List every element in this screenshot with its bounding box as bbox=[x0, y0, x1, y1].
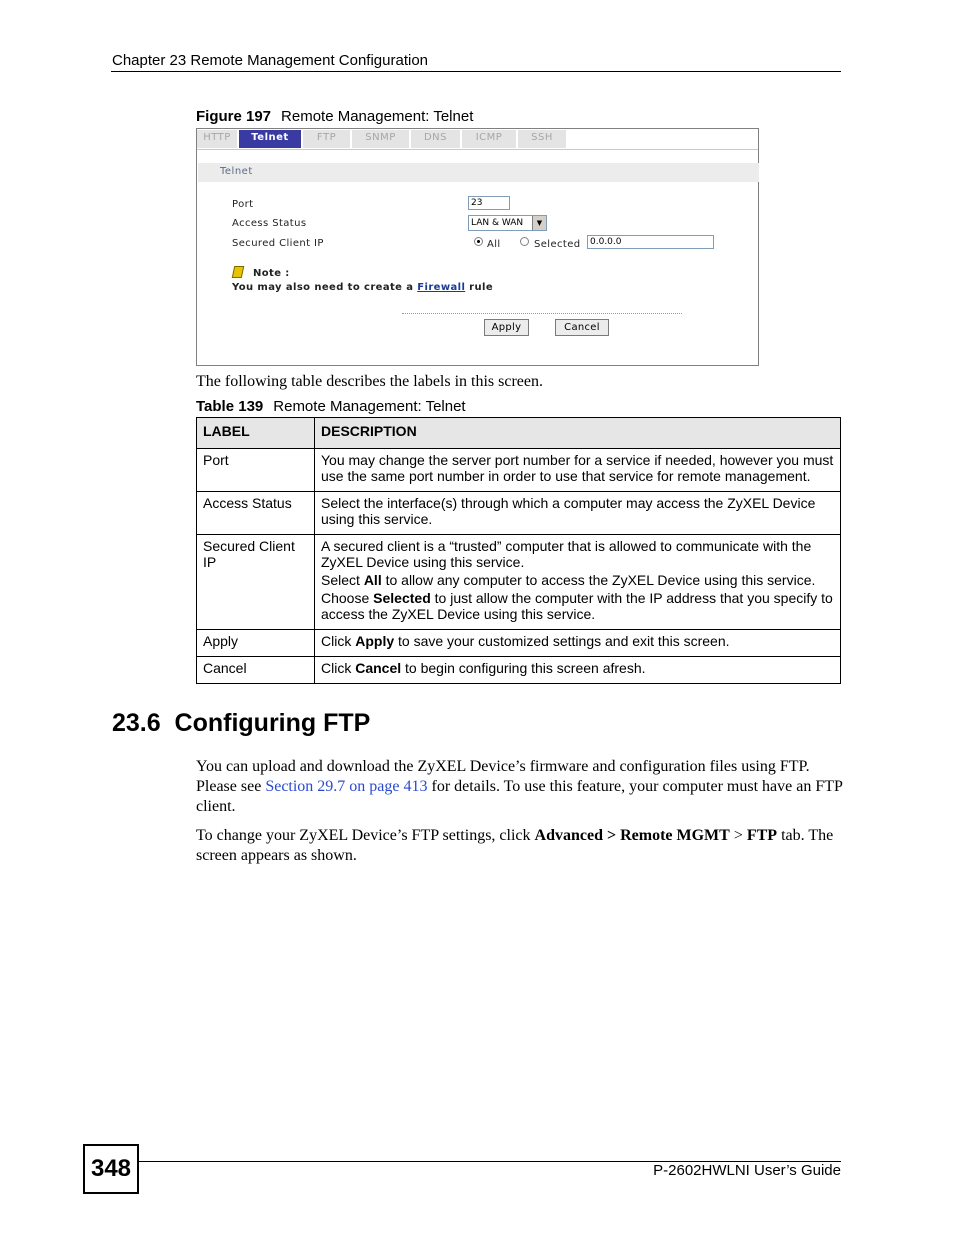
firewall-link[interactable]: Firewall bbox=[417, 282, 466, 293]
note-icon bbox=[232, 266, 245, 278]
row-label: Secured Client IP bbox=[197, 535, 315, 630]
row-label: Cancel bbox=[197, 657, 315, 684]
para2-text: To change your ZyXEL Device’s FTP settings, click bbox=[196, 827, 531, 844]
tab-telnet[interactable]: Telnet bbox=[239, 130, 303, 148]
para1-text-after: for details. To use this feature, your computer must have an FTP client. bbox=[196, 778, 843, 815]
note-text bbox=[232, 282, 493, 293]
para2-text-after: tab. The screen appears as shown. bbox=[196, 827, 834, 864]
tab-ftp[interactable]: FTP bbox=[303, 130, 352, 148]
table-row bbox=[197, 492, 841, 535]
running-header: Chapter 23 Remote Management Configuration bbox=[112, 52, 429, 69]
access-status-value: LAN & WAN bbox=[471, 218, 524, 228]
radio-selected-label: Selected bbox=[534, 239, 581, 250]
table-caption bbox=[196, 398, 466, 415]
table-row bbox=[197, 630, 841, 657]
tab-icmp[interactable]: ICMP bbox=[462, 130, 518, 148]
access-status-label: Access Status bbox=[232, 218, 307, 229]
desc-paragraph: Choose Selected to just allow the computer with the IP address that you specify to access the ZyXEL Device using this service. bbox=[321, 590, 833, 622]
paragraph-1 bbox=[196, 757, 844, 817]
access-status-select[interactable] bbox=[468, 215, 547, 231]
ip-address-input[interactable]: 0.0.0.0 bbox=[587, 235, 714, 249]
note-text-before: You may also need to create a bbox=[232, 282, 414, 293]
tab-ssh[interactable]: SSH bbox=[518, 130, 568, 148]
table-row bbox=[197, 657, 841, 684]
row-label: Access Status bbox=[197, 492, 315, 535]
radio-all[interactable] bbox=[474, 237, 483, 246]
desc-paragraph: Click Apply to save your customized settings and exit this screen. bbox=[321, 633, 730, 649]
row-description bbox=[315, 492, 841, 535]
figure-title: Remote Management: Telnet bbox=[281, 108, 474, 125]
guide-title: P-2602HWLNI User’s Guide bbox=[653, 1162, 841, 1179]
table-row bbox=[197, 449, 841, 492]
desc-paragraph: A secured client is a “trusted” computer that is allowed to communicate with the ZyXEL Device using this service. bbox=[321, 538, 812, 570]
tab-dns[interactable]: DNS bbox=[411, 130, 462, 148]
table-number: Table 139 bbox=[196, 398, 264, 415]
apply-button[interactable]: Apply bbox=[484, 319, 529, 336]
port-label: Port bbox=[232, 199, 254, 210]
description-table bbox=[196, 417, 841, 684]
section-link[interactable]: Section 29.7 on page 413 bbox=[265, 778, 428, 795]
tab-bar bbox=[197, 129, 758, 150]
figure-caption bbox=[196, 108, 473, 125]
table-title: Remote Management: Telnet bbox=[273, 398, 466, 415]
row-description bbox=[315, 535, 841, 630]
row-description bbox=[315, 630, 841, 657]
table-row bbox=[197, 535, 841, 630]
radio-selected[interactable] bbox=[520, 237, 529, 246]
desc-paragraph: Select the interface(s) through which a computer may access the ZyXEL Device using this service. bbox=[321, 495, 816, 527]
secured-client-ip-label: Secured Client IP bbox=[232, 238, 324, 249]
port-input[interactable]: 23 bbox=[468, 196, 510, 210]
tab-snmp[interactable]: SNMP bbox=[352, 130, 411, 148]
header-description: DESCRIPTION bbox=[315, 418, 841, 449]
telnet-screen bbox=[196, 128, 759, 366]
para1-text: You can upload and download the ZyXEL Device’s firmware and configuration files using FTP. Please see bbox=[196, 758, 810, 795]
row-label: Port bbox=[197, 449, 315, 492]
page-number: 348 bbox=[83, 1144, 139, 1194]
intro-sentence: The following table describes the labels in this screen. bbox=[196, 373, 544, 390]
table-header-row bbox=[197, 418, 841, 449]
paragraph-2 bbox=[196, 826, 836, 866]
path-separator: > bbox=[733, 827, 743, 844]
row-description bbox=[315, 449, 841, 492]
note-label: Note : bbox=[253, 268, 290, 279]
divider bbox=[402, 313, 682, 314]
section-bar bbox=[198, 163, 759, 182]
row-label: Apply bbox=[197, 630, 315, 657]
note-text-after: rule bbox=[469, 282, 494, 293]
header-rule bbox=[111, 71, 841, 72]
desc-paragraph: Select All to allow any computer to access the ZyXEL Device using this service. bbox=[321, 572, 816, 588]
header-label: LABEL bbox=[197, 418, 315, 449]
cancel-button[interactable]: Cancel bbox=[555, 319, 609, 336]
section-heading: 23.6 Configuring FTP bbox=[112, 709, 371, 737]
section-title: Telnet bbox=[220, 166, 253, 177]
radio-all-label: All bbox=[487, 239, 501, 250]
menu-path: Advanced > Remote MGMT bbox=[534, 827, 730, 844]
desc-paragraph: You may change the server port number for a service if needed, however you must use the same port number in order to use that service for remote management. bbox=[321, 452, 834, 484]
chevron-down-icon[interactable]: ▼ bbox=[532, 216, 546, 230]
tab-http[interactable]: HTTP bbox=[197, 130, 239, 148]
desc-paragraph: Click Cancel to begin configuring this screen afresh. bbox=[321, 660, 646, 676]
figure-number: Figure 197 bbox=[196, 108, 272, 125]
ftp-tab-ref: FTP bbox=[746, 827, 778, 844]
row-description bbox=[315, 657, 841, 684]
